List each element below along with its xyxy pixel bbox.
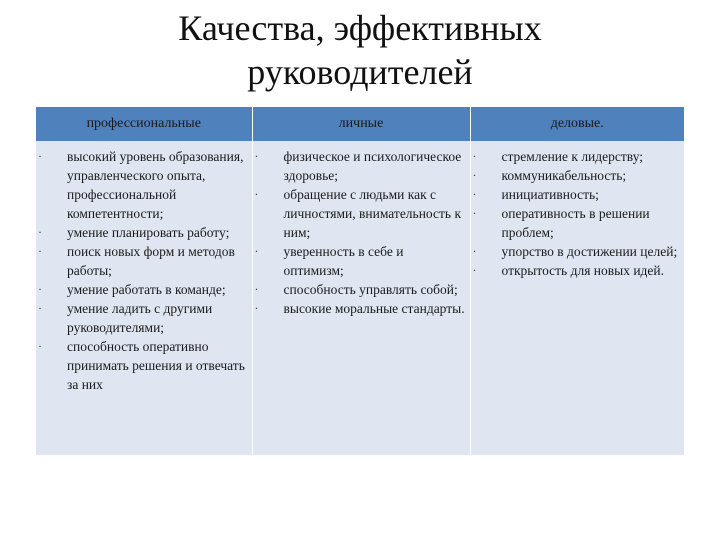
- cell-business: [470, 141, 684, 455]
- list-item: [36, 242, 248, 280]
- title-line-1: Качества, эффективных: [178, 8, 542, 48]
- bullet-icon: ·: [254, 282, 259, 296]
- personal-list: [253, 147, 466, 318]
- list-item-text: физическое и психологическое здоровье;: [283, 149, 462, 183]
- list-item: [36, 280, 248, 299]
- list-item: [36, 147, 248, 223]
- list-item-text: высокий уровень образования, управленческого опыта, профессиональной компетентности;: [67, 149, 244, 221]
- qualities-table: [36, 107, 684, 455]
- list-item: [471, 261, 681, 280]
- list-item: [36, 299, 248, 337]
- bullet-icon: ·: [38, 339, 42, 353]
- header-personal: личные: [252, 107, 470, 141]
- bullet-icon: ·: [38, 149, 42, 163]
- header-professional: профессиональные: [36, 107, 252, 141]
- bullet-icon: ·: [38, 244, 42, 258]
- list-item-text: умение ладить с другими руководителями;: [67, 301, 213, 335]
- list-item-text: упорство в достижении целей;: [501, 244, 678, 259]
- list-item: [471, 242, 681, 261]
- bullet-icon: ·: [472, 187, 477, 201]
- business-list: [471, 147, 681, 280]
- list-item-text: обращение с людьми как с личностями, внимательность к ним;: [283, 187, 461, 240]
- list-item-text: открытость для новых идей.: [501, 263, 665, 278]
- list-item-text: оперативность в решении проблем;: [501, 206, 650, 240]
- bullet-icon: ·: [472, 206, 477, 220]
- bullet-icon: ·: [38, 282, 42, 296]
- list-item-text: поиск новых форм и методов работы;: [67, 244, 235, 278]
- list-item-text: стремление к лидерству;: [501, 149, 644, 164]
- bullet-icon: ·: [38, 225, 42, 239]
- list-item: [471, 147, 681, 166]
- list-item-text: умение планировать работу;: [67, 225, 230, 240]
- list-item: [471, 166, 681, 185]
- cell-professional: [36, 141, 252, 455]
- list-item: [253, 147, 466, 185]
- bullet-icon: ·: [38, 301, 42, 315]
- bullet-icon: ·: [254, 301, 259, 315]
- list-item-text: способность управлять собой;: [283, 282, 458, 297]
- list-item-text: уверенность в себе и оптимизм;: [283, 244, 404, 278]
- professional-list: [36, 147, 248, 394]
- bullet-icon: ·: [472, 244, 477, 258]
- list-item: [253, 185, 466, 242]
- list-item: [36, 337, 248, 394]
- list-item: [471, 204, 681, 242]
- list-item-text: умение работать в команде;: [67, 282, 226, 297]
- bullet-icon: ·: [472, 149, 477, 163]
- list-item: [36, 223, 248, 242]
- bullet-icon: ·: [254, 244, 259, 258]
- header-business: деловые.: [470, 107, 684, 141]
- list-item: [253, 280, 466, 299]
- slide-title: [0, 6, 720, 94]
- cell-personal: [252, 141, 470, 455]
- list-item: [253, 299, 466, 318]
- list-item-text: высокие моральные стандарты.: [283, 301, 465, 316]
- table-body-row: [36, 141, 684, 455]
- table-header-row: [36, 107, 684, 141]
- bullet-icon: ·: [472, 263, 477, 277]
- list-item: [471, 185, 681, 204]
- list-item: [253, 242, 466, 280]
- list-item-text: способность оперативно принимать решения и отвечать за них: [67, 339, 245, 392]
- bullet-icon: ·: [472, 168, 477, 182]
- bullet-icon: ·: [254, 149, 259, 163]
- bullet-icon: ·: [254, 187, 259, 201]
- title-line-2: руководителей: [247, 52, 473, 92]
- list-item-text: коммуникабельность;: [501, 168, 627, 183]
- list-item-text: инициативность;: [501, 187, 599, 202]
